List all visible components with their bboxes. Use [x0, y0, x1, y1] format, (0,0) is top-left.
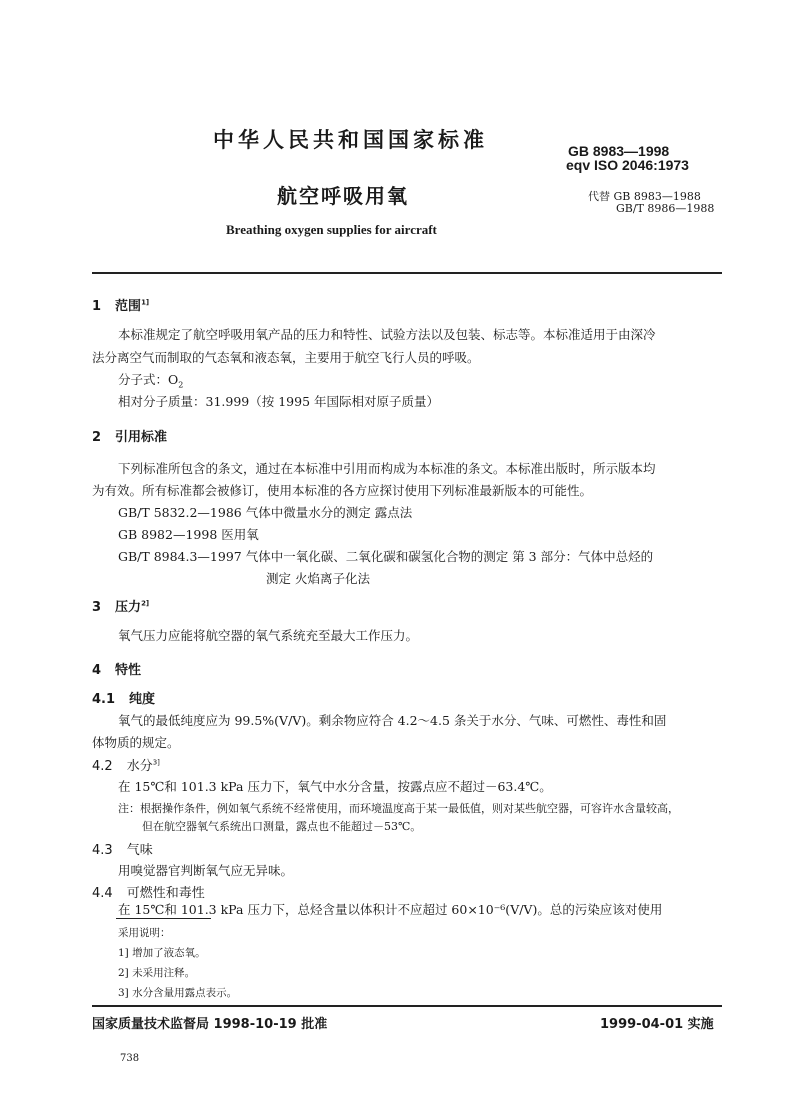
section-4-heading: [92, 659, 141, 678]
section-4-2-line-1: 在 15℃和 101.3 kPa 压力下，氧气中水分含量，按露点应不超过－63.4℃。: [118, 779, 552, 794]
section-4-1-title: 纯度: [129, 692, 156, 707]
footnote-mark-1: 1]: [141, 298, 150, 307]
section-2-number: 2: [92, 430, 102, 445]
section-4-4-heading: [92, 882, 205, 901]
section-4-4-line-1: 在 15℃和 101.3 kPa 压力下，总烃含量以体积计不应超过 60×10⁻⁶(V/V)。总的污染应该对使用: [118, 902, 663, 917]
section-4-2-heading: [92, 755, 160, 774]
document-title: 航空呼吸用氧: [277, 184, 409, 208]
molecular-mass: 相对分子质量：31.999（按 1995 年国际相对原子质量）: [118, 394, 439, 409]
replaces-line-2: GB/T 8986—1988: [616, 202, 715, 215]
approval-date: 国家质量技术监督局 1998-10-19 批准: [92, 1017, 328, 1032]
footer-divider: [92, 1005, 722, 1007]
section-4-number: 4: [92, 663, 102, 678]
reference-3-line-2: 测定 火焰离子化法: [266, 571, 370, 586]
footnotes-title: 采用说明：: [118, 927, 171, 939]
section-4-4-title: 可燃性和毒性: [126, 886, 205, 901]
section-4-1-line-2: 体物质的规定。: [92, 735, 180, 750]
section-4-2-number: 4.2: [92, 759, 113, 774]
footnote-mark-2: 2]: [141, 599, 150, 608]
section-3-para: 氧气压力应能将航空器的氧气系统充至最大工作压力。: [118, 628, 419, 643]
section-1-para-line-1: 本标准规定了航空呼吸用氧产品的压力和特性、试验方法以及包装、标志等。本标准适用于由深冷: [118, 327, 656, 342]
section-2-title: 引用标准: [115, 430, 168, 445]
page-number: 738: [120, 1053, 140, 1064]
footnote-divider: [116, 918, 211, 919]
section-4-2-note-line-2: 但在航空器氧气系统出口测量，露点也不能超过－53℃。: [142, 820, 422, 833]
section-3-heading: [92, 596, 149, 615]
section-4-2-note-line-1: 注：根据操作条件，例如氧气系统不经常使用，而环境温度高于某一最低值，则对某些航空器，可容许水含量较高，: [118, 802, 679, 815]
formula-subscript: 2: [178, 380, 184, 390]
reference-1: GB/T 5832.2—1986 气体中微量水分的测定 露点法: [118, 505, 413, 520]
section-3-number: 3: [92, 600, 102, 615]
footnote-mark-3: 3]: [152, 758, 160, 767]
section-1-heading: [92, 295, 149, 314]
section-3-title: 压力: [115, 600, 142, 615]
section-4-3-title: 气味: [126, 843, 153, 858]
footnote-1: 1] 增加了液态氧。: [118, 947, 206, 959]
reference-3-line-1: GB/T 8984.3—1997 气体中一氧化碳、二氧化碳和碳氢化合物的测定 第 3 部分：气体中总烃的: [118, 549, 654, 564]
standard-code: GB 8983—1998: [568, 143, 670, 159]
section-1-number: 1: [92, 299, 102, 314]
formula-label: 分子式：: [118, 372, 169, 387]
reference-2: GB 8982—1998 医用氧: [118, 527, 259, 542]
standard-title: 中华人民共和国国家标准: [213, 128, 488, 152]
header-divider: [92, 272, 722, 274]
section-2-para-line-2: 为有效。所有标准都会被修订，使用本标准的各方应探讨使用下列标准最新版本的可能性。: [92, 483, 593, 498]
section-4-1-line-1: 氧气的最低纯度应为 99.5%(V/V)。剩余物应符合 4.2～4.5 条关于水分、气味、可燃性、毒性和固: [118, 713, 667, 728]
section-4-2-title: 水分: [126, 759, 153, 774]
implementation-date: 1999-04-01 实施: [600, 1017, 714, 1032]
section-4-3-line-1: 用嗅觉器官判断氧气应无异味。: [118, 863, 294, 878]
section-1-title: 范围: [115, 299, 142, 314]
section-2-para-line-1: 下列标准所包含的条文，通过在本标准中引用而构成为本标准的条文。本标准出版时，所示版本均: [118, 461, 656, 476]
english-title: Breathing oxygen supplies for aircraft: [226, 222, 437, 237]
molecular-formula: [118, 370, 183, 390]
footnote-3: 3] 水分含量用露点表示。: [118, 987, 238, 999]
section-4-title: 特性: [115, 663, 142, 678]
formula-value: O: [168, 372, 179, 387]
section-2-heading: [92, 426, 167, 445]
section-4-4-number: 4.4: [92, 886, 113, 901]
section-4-1-number: 4.1: [92, 692, 116, 707]
section-4-3-heading: [92, 839, 153, 858]
footnote-2: 2] 未采用注释。: [118, 967, 196, 979]
section-4-3-number: 4.3: [92, 843, 113, 858]
section-4-1-heading: [92, 688, 155, 707]
iso-equivalent: eqv ISO 2046:1973: [566, 157, 689, 173]
replaces-line-1: 代替 GB 8983—1988: [588, 190, 701, 203]
section-1-para-line-2: 法分离空气而制取的气态氧和液态氧，主要用于航空飞行人员的呼吸。: [92, 350, 480, 365]
